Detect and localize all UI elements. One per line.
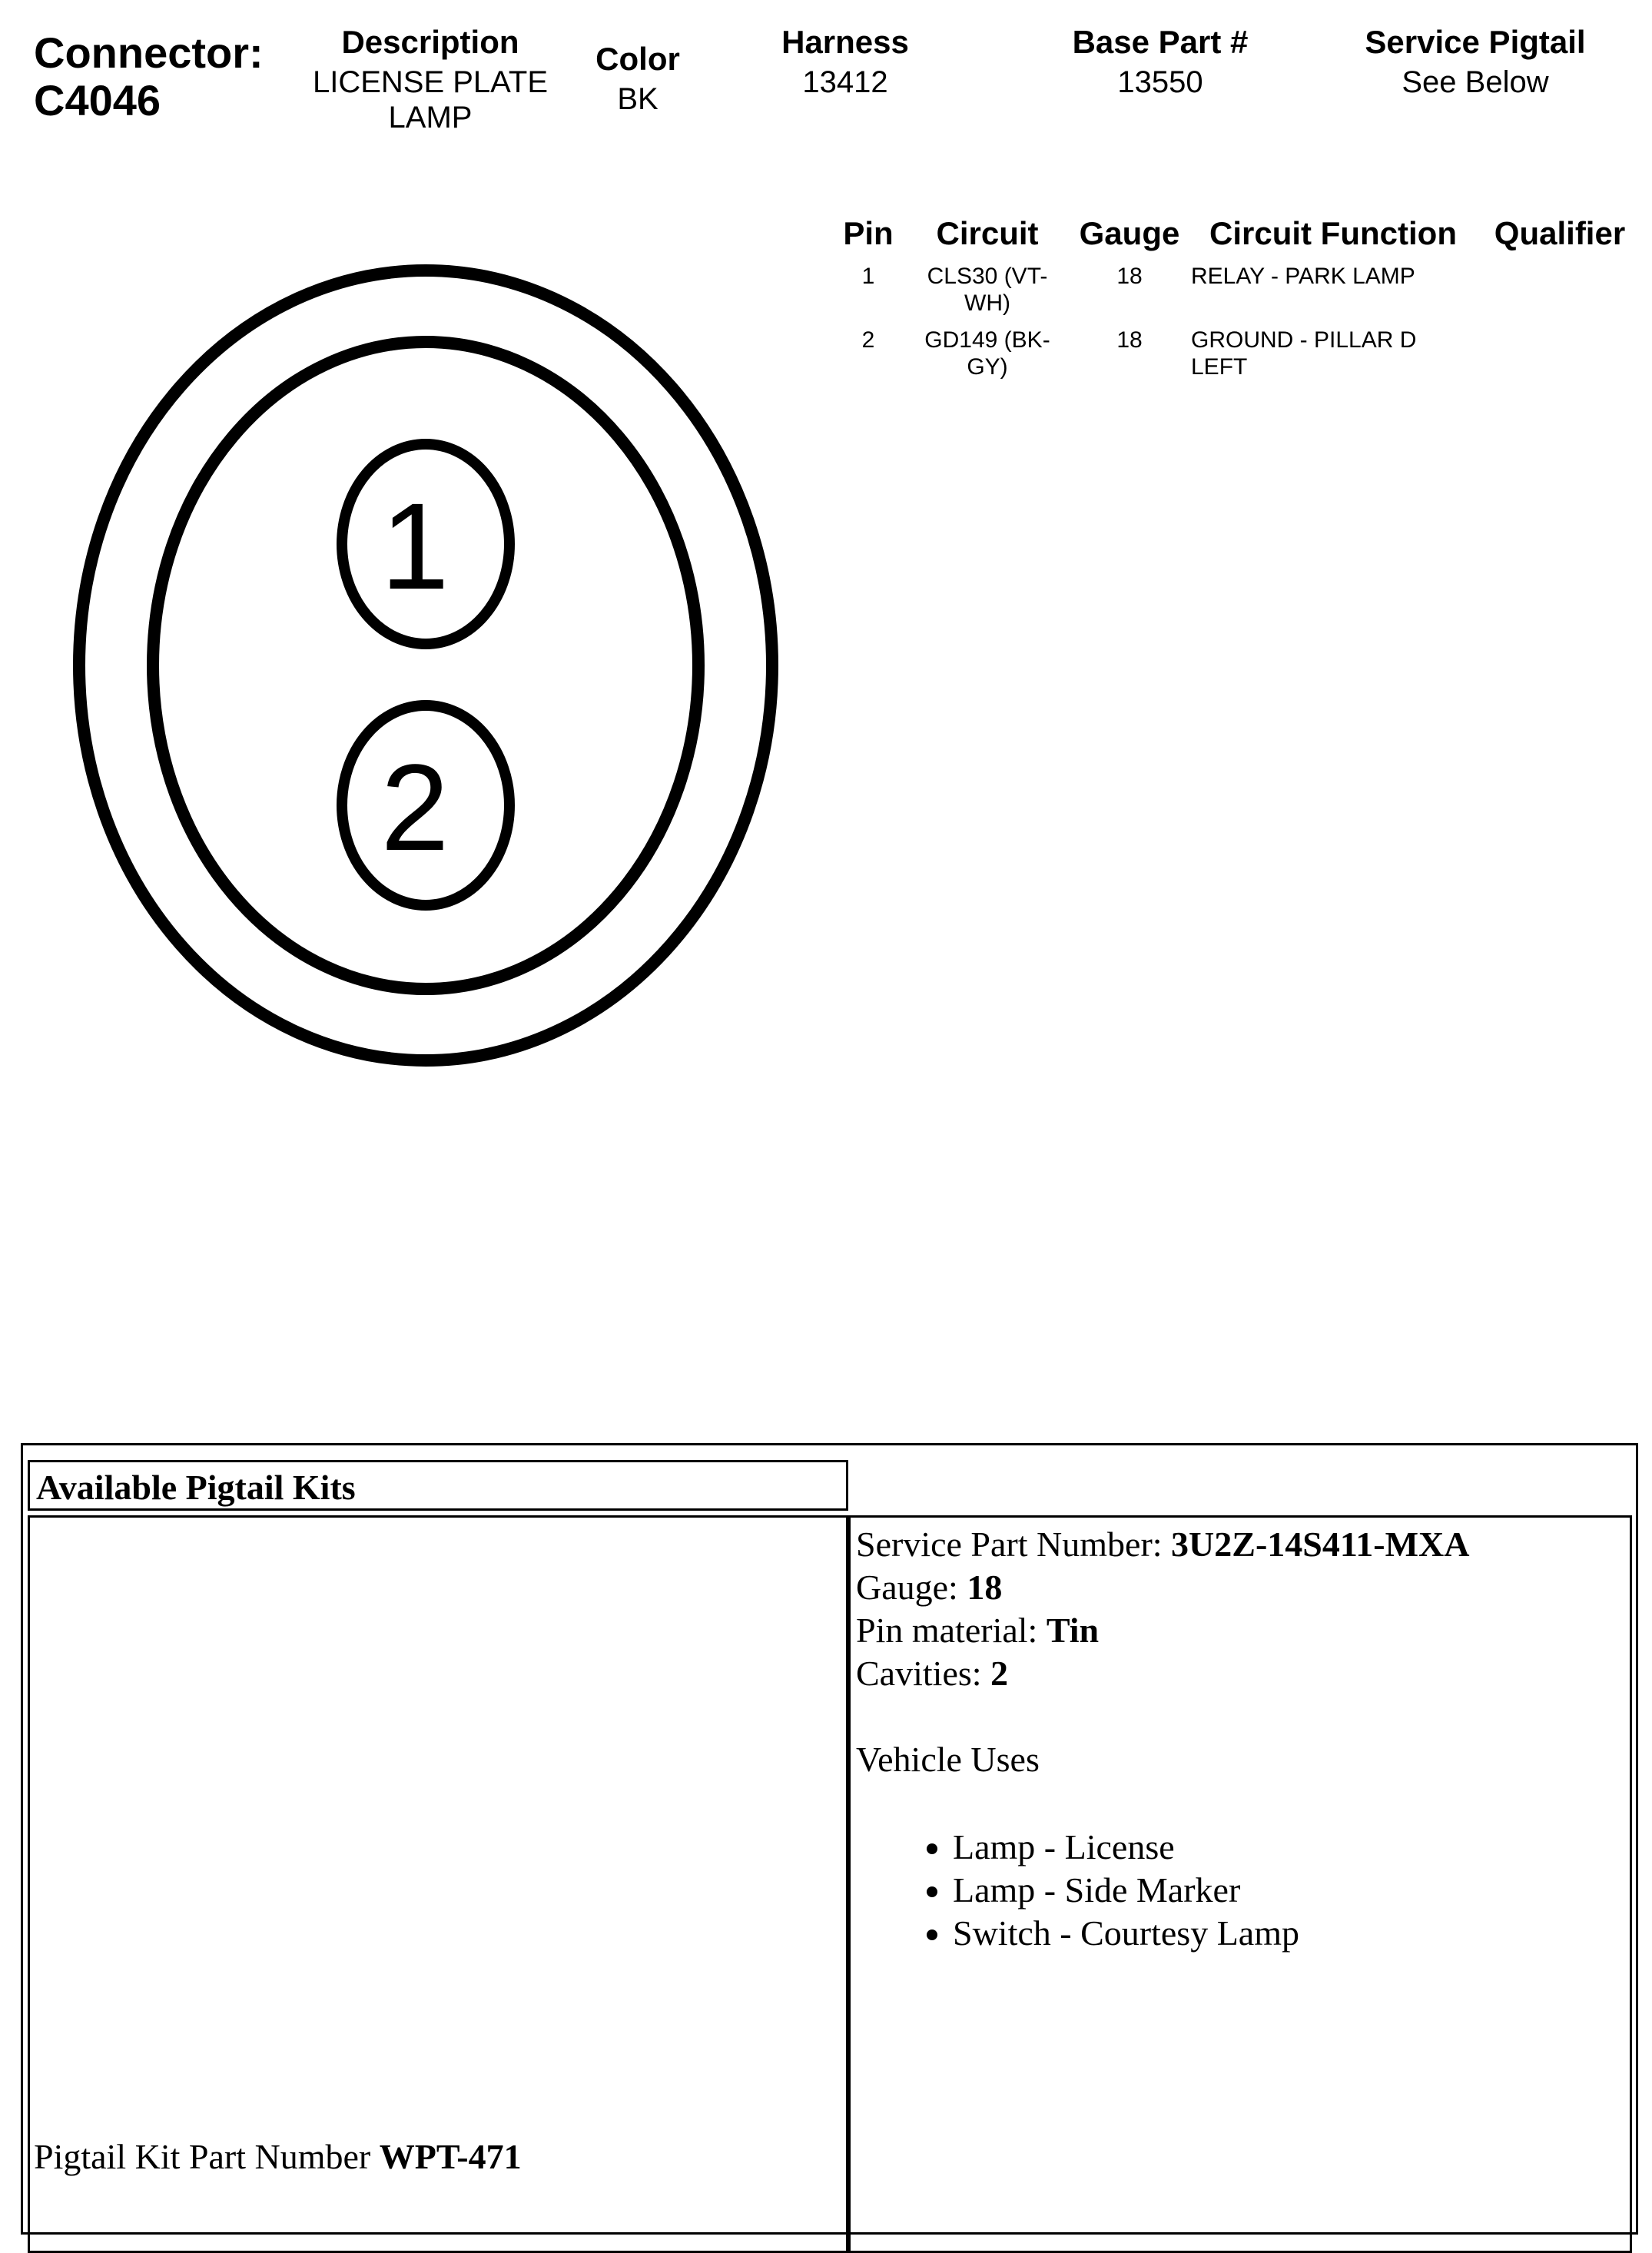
description-label: Description [341,24,519,60]
gauge-value: 18 [967,1568,1003,1607]
pin-number: 1 [861,264,875,289]
gauge-column-header: Gauge [1079,215,1180,251]
circuit-line1: CLS30 (VT- [927,264,1048,289]
list-item: • Lamp - Side Marker [953,1869,1299,1912]
circuit-cell [914,327,1060,380]
base-part-label: Base Part # [1072,24,1249,60]
pigtail-kit-part-number [34,2136,522,2177]
base-part-value: 13550 [1117,65,1203,99]
connector-label: Connector: [34,28,264,77]
pigtail-kits-title-box [28,1460,848,1511]
cavity-2-number: 2 [380,738,449,876]
pin-material-value: Tin [1046,1611,1100,1650]
service-part-label: Service Part Number: [856,1525,1172,1564]
circuit-function-cell [1191,327,1468,380]
pin-material-label: Pin material: [856,1611,1047,1650]
gauge-cell: 18 [1116,327,1143,353]
cavities-line [856,1652,1008,1695]
vehicle-uses-label: Vehicle Uses [856,1740,1040,1779]
list-item: • Lamp - License [953,1826,1299,1869]
vehicle-uses-list [910,1826,1299,1955]
color-value: BK [617,82,658,116]
function-line1: GROUND - PILLAR D [1191,327,1417,353]
qualifier-column-header: Qualifier [1494,215,1626,251]
connector-face-diagram [0,0,845,1091]
cavity-1-number: 1 [380,477,449,615]
cavities-label: Cavities: [856,1654,991,1693]
circuit-cell [914,263,1060,317]
circuit-line1: GD149 (BK- [924,327,1050,353]
description-value-line2: LAMP [388,101,473,134]
circuit-line2: WH) [964,290,1010,316]
service-part-line [856,1523,1470,1566]
cavities-value: 2 [990,1654,1009,1693]
circuit-function-cell [1191,263,1468,290]
service-pigtail-value: See Below [1402,65,1549,99]
kit-part-value: WPT-471 [379,2137,522,2176]
description-value-line1: LICENSE PLATE [312,65,549,99]
service-part-value: 3U2Z-14S411-MXA [1171,1525,1470,1564]
circuit-line2: GY) [967,354,1008,380]
pigtail-kits-title: Available Pigtail Kits [36,1468,356,1507]
pin-material-line [856,1609,1099,1652]
service-pigtail-column [1337,20,1614,100]
function-line2: LEFT [1191,354,1248,380]
pin-number: 2 [861,327,875,353]
connector-id: C4046 [34,76,161,124]
function-line1: RELAY - PARK LAMP [1191,264,1415,289]
harness-value: 13412 [802,65,888,99]
connector-outer-ring [79,270,772,1060]
harness-label: Harness [781,24,909,60]
service-pigtail-label: Service Pigtail [1365,24,1586,60]
gauge-label: Gauge: [856,1568,967,1607]
gauge-cell: 18 [1116,264,1143,289]
list-item: • Switch - Courtesy Lamp [953,1912,1299,1955]
base-part-column [1037,20,1283,100]
kit-part-label: Pigtail Kit Part Number [34,2137,380,2176]
color-label: Color [595,41,680,77]
pin-column-header: Pin [843,215,894,251]
circuit-column-header: Circuit [936,215,1039,251]
circuit-function-column-header: Circuit Function [1209,215,1457,251]
gauge-line [856,1566,1002,1609]
